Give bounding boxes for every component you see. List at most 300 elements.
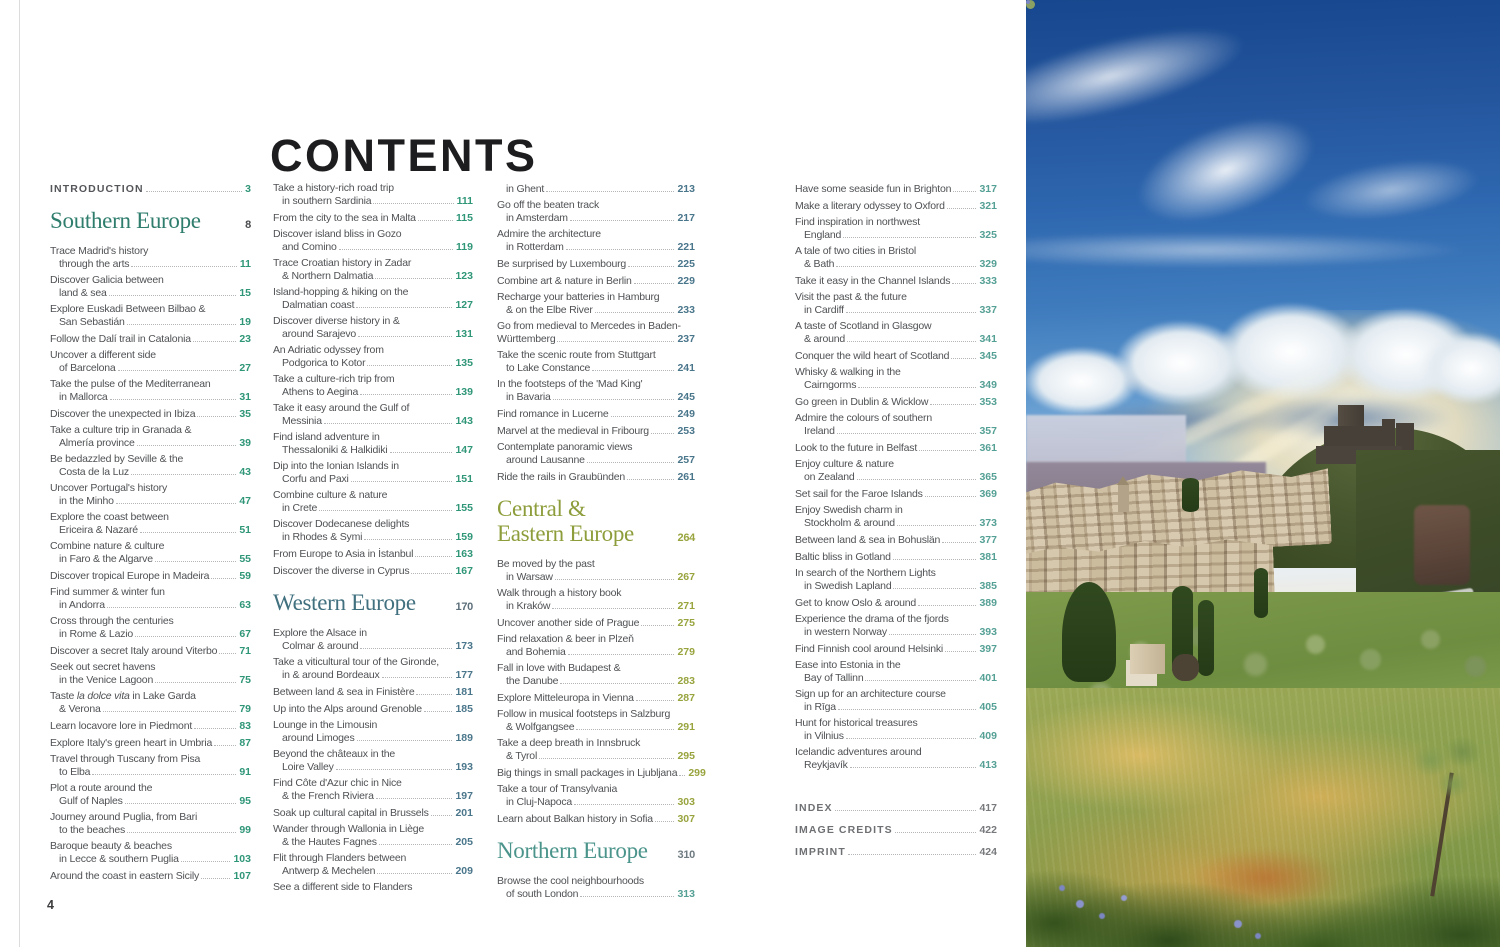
toc-page-number: 229 [677,275,695,287]
toc-entry-text-line: Go off the beaten track [497,199,600,211]
toc-entry-text-line: Take a deep breath in Innsbruck [497,737,641,749]
toc-page-number: 47 [239,495,251,507]
toc-entry [497,633,695,658]
toc-entry-last-line [273,685,473,698]
dot-leader [587,453,675,463]
toc-entry-text: Württemberg [497,333,556,345]
toc-entry-last-line [497,887,695,900]
dot-leader [836,257,976,267]
toc-entry [795,349,997,362]
toc-entry-text: Learn locavore lore in Piedmont [50,720,193,732]
toc-entry-last-line [795,533,997,546]
toc-entry-last-line [497,570,695,583]
toc-entry-last-line [50,552,251,565]
toc-page-number: 253 [677,425,695,437]
toc-page-number: 307 [677,813,695,825]
cypress-tree [1254,568,1268,618]
toc-page-number: 249 [677,408,695,420]
toc-entry [795,320,997,345]
toc-entry-text-line: Visit the past & the future [795,291,907,303]
dot-leader [339,240,453,250]
toc-page-number: 409 [979,730,997,742]
dot-leader [193,332,236,342]
toc-page-number: 345 [979,350,997,362]
toc-page-number: 385 [979,580,997,592]
toc-entry-text: Be surprised by Luxembourg [497,258,627,270]
toc-page-number: 397 [979,643,997,655]
toc-entry [273,182,473,207]
toc-page-number: 317 [979,183,997,195]
toc-entry-text: Marvel at the medieval in Fribourg [497,425,649,437]
dot-leader [382,668,453,678]
toc-entry [795,291,997,316]
toc-entry [795,533,997,546]
toc-entry-last-line [273,760,473,773]
toc-entry-last-line [50,673,251,686]
toc-entry-text: Follow the Dalí trail in Catalonia [50,333,191,345]
toc-entry [50,782,251,807]
toc-entry-text: & Northern Dalmatia [282,270,374,282]
toc-entry-text-line: Hunt for historical treasures [795,717,918,729]
toc-entry-text: Costa de la Luz [59,466,129,478]
dot-leader [889,625,977,635]
toc-entry-last-line [50,361,251,374]
dot-leader [847,332,976,342]
rock-cliff [1414,505,1470,585]
dot-leader [553,390,675,400]
toc-entry-text: Look to the future in Belfast [795,442,918,454]
toc-entry-last-line [795,700,997,713]
toc-entry [50,378,251,403]
dot-leader [846,729,977,739]
toc-entry-last-line [50,332,251,345]
toc-entry [795,366,997,391]
toc-entry-text: in Rotterdam [506,241,564,253]
toc-entry-text-line: Cross through the centuries [50,615,174,627]
toc-entry-text-line: Icelandic adventures around [795,746,922,758]
toc-entry-last-line [497,407,695,420]
dot-leader [850,758,977,768]
toc-entry [497,708,695,733]
section-header-western [273,590,473,620]
toc-page-number: 321 [979,200,997,212]
toc-entry-text: San Sebastián [59,316,125,328]
toc-entry [50,811,251,836]
dot-leader [137,436,237,446]
toc-entry-text-line: Experience the drama of the fjords [795,613,949,625]
section-title: Southern Europe [50,208,201,233]
section-title: Western Europe [273,590,416,615]
toc-page-number: 225 [677,258,695,270]
toc-page-number: 413 [979,759,997,771]
toc-entry-text-line: Take the scenic route from Stuttgart [497,349,656,361]
toc-entry-last-line [273,501,473,514]
dot-leader [628,257,674,267]
toc-intro-row [50,182,251,195]
toc-entry [497,424,695,437]
toc-entry-text-line: Take the pulse of the Mediterranean [50,378,211,390]
toc-entry-text: in the Minho [59,495,114,507]
toc-entry-text: Antwerp & Mechelen [282,865,376,877]
toc-entry-text: in Rome & Lazio [59,628,134,640]
toc-page-number: 377 [979,534,997,546]
toc-entry [273,257,473,282]
toc-entry-last-line [50,286,251,299]
back-matter-row [795,845,997,858]
toc-entry-text: in Ghent [506,183,545,195]
toc-entry [273,489,473,514]
toc-entry-text-line: A tale of two cities in Bristol [795,245,917,257]
dot-leader [415,547,452,557]
toc-entry-last-line [497,470,695,483]
toc-page-number: 115 [456,212,473,224]
toc-entry [50,644,251,657]
dot-leader [555,570,675,580]
toc-entry [795,395,997,408]
toc-entry-text: of south London [506,888,579,900]
toc-entry [273,518,473,543]
dot-leader [351,472,453,482]
dot-leader [214,736,236,746]
toc-entry-text: Colmar & around [282,640,359,652]
toc-entry-text-line: Be bedazzled by Seville & the [50,453,184,465]
toc-page-number: 357 [979,425,997,437]
toc-entry-text: Between land & sea in Bohuslän [795,534,941,546]
dot-leader [641,616,674,626]
toc-entry-last-line [50,598,251,611]
foreground-bushes [1026,828,1500,947]
toc-entry-last-line [497,361,695,374]
toc-entry-text: Between land & sea in Finistère [273,686,415,698]
toc-entry-text-line: Enjoy culture & nature [795,458,894,470]
toc-page-number: 279 [677,646,695,658]
toc-entry [497,378,695,403]
toc-entry-text: Get to know Oslo & around [795,597,917,609]
toc-entry-last-line [273,194,473,207]
toc-entry-last-line [273,564,473,577]
toc-entry-text-line: Lounge in the Limousin [273,719,378,731]
toc-entry [50,586,251,611]
toc-entry-text: Uncover another side of Prague [497,617,640,629]
toc-entry [795,245,997,270]
toc-entry-text: in Rīga [804,701,836,713]
toc-entry-text: From Europe to Asia in İstanbul [273,548,414,560]
dot-leader [155,552,236,562]
toc-entry-text-line: Explore the Alsace in [273,627,367,639]
dot-leader [92,765,236,775]
toc-entry-text: Discover a secret Italy around Viterbo [50,645,218,657]
toc-entry [497,182,695,195]
section-title: Eastern Europe [497,521,634,546]
dot-leader [103,702,237,712]
dot-leader [611,407,675,417]
dot-leader [947,199,977,209]
toc-entry-text-line: Discover island bliss in Gozo [273,228,402,240]
toc-entry-text: Go green in Dublin & Wicklow [795,396,929,408]
toc-entry-text-line: Contemplate panoramic views [497,441,633,453]
toc-page-number: 365 [979,471,997,483]
dot-leader [379,835,453,845]
dot-leader [557,332,674,342]
toc-entry-last-line [497,691,695,704]
toc-entry-last-line [50,390,251,403]
toc-entry-text-line: Find summer & winter fun [50,586,165,598]
dot-leader [560,674,674,684]
toc-entry-text-line: Taste la dolce vita in Lake Garda [50,690,196,702]
toc-entry [497,766,706,779]
toc-page-number: 131 [455,328,473,340]
toc-page-number: 261 [677,471,695,483]
toc-page-number: 95 [239,795,251,807]
toc-entry-last-line [795,441,997,454]
toc-page-number: 79 [239,703,251,715]
dot-leader [846,303,977,313]
toc-entry-text: Messinia [282,415,322,427]
toc-page-number: 299 [688,767,706,779]
dot-leader [418,211,453,221]
toc-page-number: 11 [239,258,251,270]
dot-leader [942,533,976,543]
dot-leader [373,194,453,204]
toc-entry-last-line [795,579,997,592]
toc-page-number: 237 [677,333,695,345]
toc-page-number: 139 [455,386,473,398]
dot-leader [125,794,237,804]
dot-leader [552,599,674,609]
dot-leader [155,673,236,683]
toc-entry-last-line [273,835,473,848]
dot-leader [416,685,452,695]
toc-page-number: 295 [677,750,695,762]
toc-page-number: 213 [677,183,695,195]
dot-leader [858,378,976,388]
toc-entry-text-line: Travel through Tuscany from Pisa [50,753,201,765]
dot-leader [131,257,237,267]
toc-page-number: 283 [677,675,695,687]
toc-page-number: 177 [455,669,473,681]
toc-entry-last-line [795,671,997,684]
section-title-line [50,208,251,238]
toc-entry [273,719,473,744]
toc-entry-last-line [273,864,473,877]
toc-entry [497,737,695,762]
toc-page-number: 422 [979,824,997,836]
toc-entry-text-line: Island-hopping & hiking on the [273,286,409,298]
toc-page-number: 217 [677,212,695,224]
toc-page-number: 341 [979,333,997,345]
section-title-line [497,496,695,521]
dot-leader [140,523,236,533]
dot-leader [376,789,453,799]
dot-leader [107,598,236,608]
toc-page-number: 31 [239,391,251,403]
toc-entry-text: in & around Bordeaux [282,669,380,681]
toc-entry-last-line [497,303,695,316]
dot-leader [211,569,236,579]
dot-leader [539,749,674,759]
toc-entry-text: Bay of Tallinn [804,672,864,684]
toc-page-number: 201 [455,807,473,819]
toc-page-number: 67 [239,628,251,640]
dot-leader [655,812,675,822]
toc-entry-text-line: Find Côte d'Azur chic in Nice [273,777,402,789]
toc-entry [273,344,473,369]
toc-entry-text: Find romance in Lucerne [497,408,609,420]
toc-entry-text-line: Combine nature & culture [50,540,165,552]
dot-leader [865,671,976,681]
dot-leader [951,349,976,359]
toc-entry [273,806,473,819]
toc-entry [50,424,251,449]
toc-entry-text: Set sail for the Faroe Islands [795,488,923,500]
toc-entry [795,412,997,437]
dot-leader [592,361,674,371]
toc-entry-text: Explore Italy's green heart in Umbria [50,737,213,749]
toc-entry-last-line [497,332,695,345]
toc-entry-text-line: Follow in musical footsteps in Salzburg [497,708,671,720]
toc-entry-last-line [50,869,251,882]
dot-leader [595,303,675,313]
toc-entry-last-line [795,228,997,241]
dot-leader [324,414,453,424]
toc-page-number: 27 [239,362,251,374]
toc-page-number: 63 [239,599,251,611]
toc-page-number: 349 [979,379,997,391]
toc-entry [273,627,473,652]
toc-entry-text: in Kraków [506,600,551,612]
toc-entry-text: around Lausanne [506,454,585,466]
toc-page-number: 233 [677,304,695,316]
toc-entry-last-line [50,494,251,507]
toc-entry-text: to Elba [59,766,91,778]
toc-entry-text: Cairngorms [804,379,857,391]
toc-entry [273,373,473,398]
dot-leader [893,550,977,560]
toc-entry [273,228,473,253]
toc-entry-text-line: Browse the cool neighbourhoods [497,875,644,887]
toc-entry [795,182,997,195]
toc-entry-last-line [497,795,695,808]
toc-entry-last-line [795,470,997,483]
toc-page-number: 19 [239,316,251,328]
toc-entry-last-line [795,349,997,362]
toc-entry-text: in Swedish Lapland [804,580,892,592]
dot-leader [930,395,976,405]
toc-entry-last-line [497,390,695,403]
toc-entry-text: Make a literary odyssey to Oxford [795,200,945,212]
dot-leader [360,385,452,395]
toc-entry [795,504,997,529]
toc-entry-last-line [497,812,695,825]
toc-entry-text: of Barcelona [59,362,116,374]
toc-entry-last-line [50,257,251,270]
toc-entry-last-line [497,645,695,658]
toc-entry-text: Discover the diverse in Cyprus [273,565,410,577]
cypress-tree [1182,478,1199,512]
toc-entry-last-line [50,315,251,328]
toc-entry [273,656,473,681]
toc-entry-text-line: Plot a route around the [50,782,153,794]
dot-leader [319,501,452,511]
toc-entry-text: Loire Valley [282,761,334,773]
toc-entry-text: Have some seaside fun in Brighton [795,183,952,195]
church-tower [1118,484,1129,512]
toc-page-number: 91 [239,766,251,778]
toc-entry-text-line: Take a history-rich road trip [273,182,394,194]
toc-entry-last-line [497,211,695,224]
toc-entry-text: Dalmatian coast [282,299,355,311]
toc-page-number: 313 [677,888,695,900]
dot-leader [411,564,452,574]
toc-entry-text: & the Hautes Fagnes [282,836,377,848]
toc-column-1 [50,182,251,886]
page-gutter-edge [19,0,20,947]
toc-entry-text-line: Take a culture trip in Granada & [50,424,192,436]
toc-entry-text: Thessaloniki & Halkidiki [282,444,388,456]
section-title: Northern Europe [497,838,648,863]
toc-entry [50,753,251,778]
toc-entry-text: Ride the rails in Graubünden [497,471,626,483]
toc-entry [497,616,695,629]
toc-entry [273,564,473,577]
toc-entry [50,661,251,686]
dot-leader [651,424,675,434]
dot-leader [897,516,977,526]
toc-entry [795,199,997,212]
toc-entry-last-line [795,395,997,408]
toc-entry-text-line: Discover Dodecanese delights [273,518,410,530]
toc-entry-text-line: See a different side to Flanders [273,881,413,893]
toc-page-number: 123 [455,270,473,282]
toc-entry [795,688,997,713]
toc-page-number: 43 [239,466,251,478]
toc-entry-last-line [497,720,695,733]
stone-hut [1130,644,1165,674]
toc-entry-last-line [273,385,473,398]
toc-entry-text: Find Finnish cool around Helsinki [795,643,944,655]
toc-entry [497,199,695,224]
toc-entry-last-line [50,823,251,836]
toc-page-number: 221 [677,241,695,253]
toc-entry-text: Reykjavík [804,759,848,771]
toc-entry-text: around Sarajevo [282,328,357,340]
toc-entry [50,274,251,299]
toc-page-number: 405 [979,701,997,713]
toc-entry-last-line [795,257,997,270]
toc-page-number: 267 [677,571,695,583]
toc-page-number: 75 [239,674,251,686]
toc-entry-text: & on the Elbe River [506,304,593,316]
dot-leader [925,487,977,497]
back-matter-row [795,823,997,836]
section-page-number: 264 [677,532,695,544]
toc-entry-text: Big things in small packages in Ljubljana [497,767,678,779]
toc-entry [795,441,997,454]
toc-page-number: 381 [979,551,997,563]
toc-entry [50,719,251,732]
toc-column-4 [795,182,997,867]
dot-leader [375,269,452,279]
dot-leader [219,644,236,654]
toc-entry [50,540,251,565]
toc-page-number: 303 [677,796,695,808]
toc-entry-text-line: An Adriatic odyssey from [273,344,384,356]
toc-entry-last-line [497,599,695,612]
toc-entry-last-line [50,569,251,582]
toc-entry [50,736,251,749]
toc-entry-last-line [50,644,251,657]
toc-entry [795,458,997,483]
